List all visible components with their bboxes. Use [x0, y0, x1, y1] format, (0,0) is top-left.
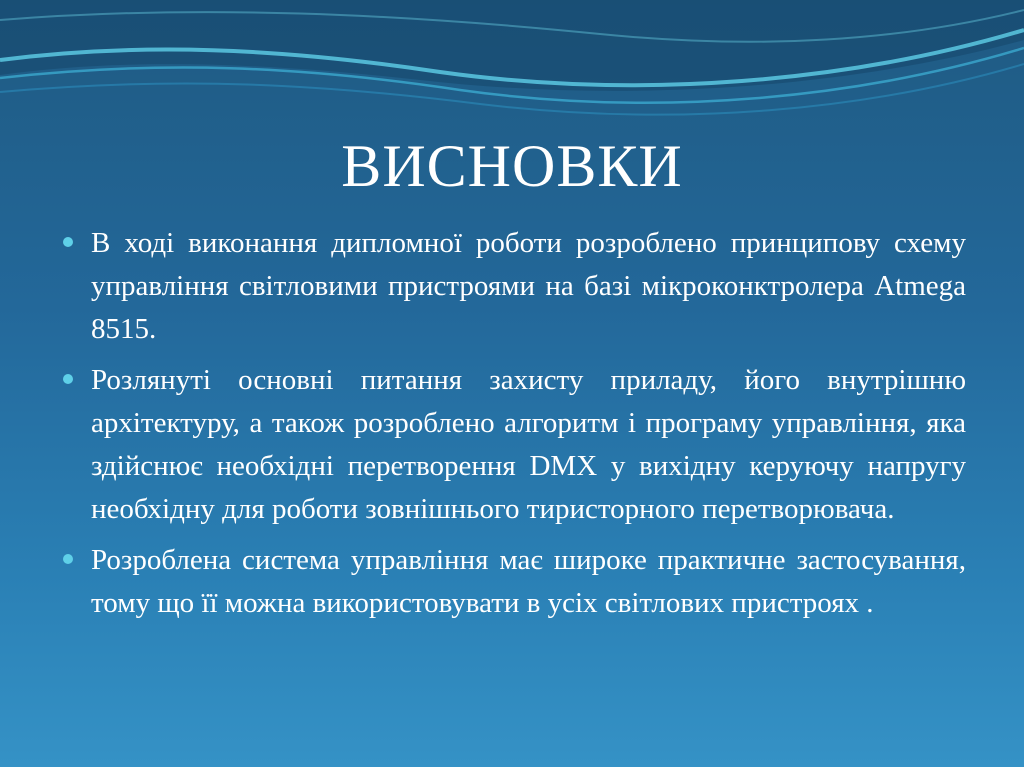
- bullet-dot-icon: [63, 374, 73, 384]
- bullet-text: Розроблена система управління має широке практичне застосування, тому що її можна використовувати в усіх світлових пристроях .: [91, 544, 966, 619]
- bullet-dot-icon: [63, 554, 73, 564]
- bullet-item: [60, 539, 966, 625]
- bullet-text: В ході виконання дипломної роботи розроблено принципову схему управління світловими пристроями на базі мікроконктролера Atmega 8515.: [91, 227, 966, 345]
- bullet-list: [60, 222, 966, 633]
- slide-title: ВИСНОВКИ: [341, 133, 683, 199]
- bullet-text: Розлянуті основні питання захисту приладу, його внутрішню архітектуру, а також розроблено алгоритм і програму управління, яка здійснює необхідні перетворення DMX у вихідну керуючу напругу необхідну для роботи зовнішнього тиристорного перетворювача.: [91, 364, 966, 525]
- bullet-item: [60, 222, 966, 351]
- bullet-item: [60, 359, 966, 531]
- bullet-dot-icon: [63, 237, 73, 247]
- wave-decoration: [0, 0, 1024, 130]
